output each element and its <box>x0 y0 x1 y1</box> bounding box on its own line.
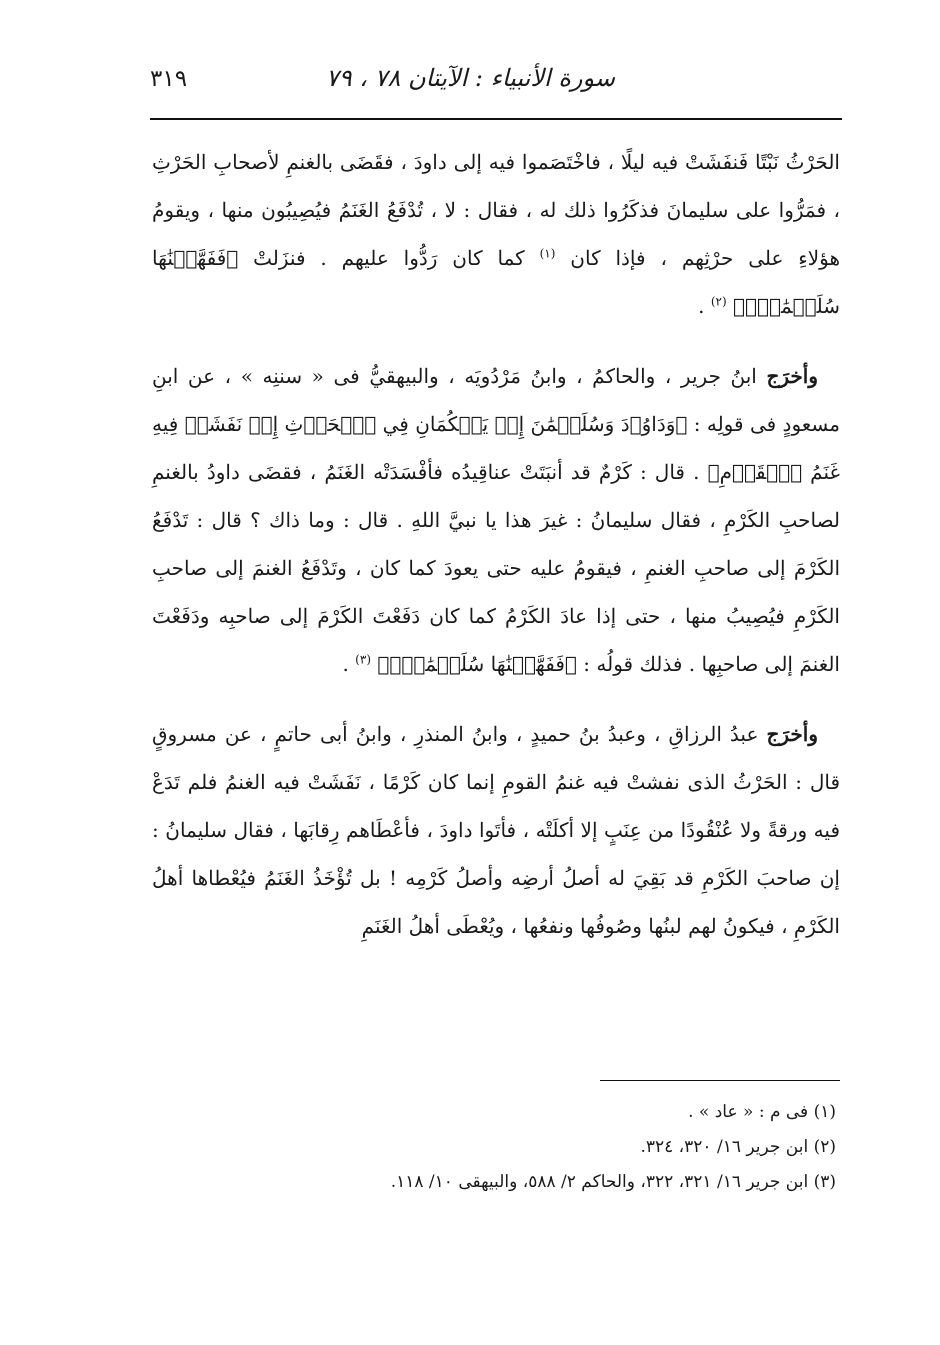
paragraph-text-continued: كما كان رَدُّوا عليهم . فنزَلتْ ﴿فَفَهَّمۡنَٰهَا سُلَيۡمَٰنَۚ﴾ <box>152 246 840 318</box>
paragraph-lead-word: وأخرَج <box>766 364 818 388</box>
paragraph-3 <box>152 710 840 950</box>
page-number: ٣١٩ <box>150 66 188 92</box>
paragraph-text: الحَرْثُ نَبْتًا فَنفَشَتْ فيه ليلًا ، فاخْتَصَموا فيه إلى داودَ ، فقَضَى بالغنمِ لأصحابِ الحَرْثِ ، فمَرُّوا على سليمانَ فذكَرُوا ذلك له ، فقال : لا ، تُدْفَعُ الغَنَمُ فيُصِيبُون منها ، ويقومُ هؤلاءِ على حرْثِهم ، فإذا كان <box>152 150 840 270</box>
paragraph-lead-word: وأخرَج <box>766 722 818 746</box>
footnote-3: (٣) ابن جرير ١٦/ ٣٢١، ٣٢٢، والحاكم ٢/ ٥٨٨، والبيهقى ١٠/ ١١٨. <box>390 1172 836 1192</box>
footnote-marker: (١) <box>539 246 556 261</box>
page-header <box>150 58 840 118</box>
footnote-2: (٢) ابن جرير ١٦/ ٣٢٠، ٣٢٤. <box>640 1137 836 1157</box>
paragraph-tail: . <box>698 294 705 318</box>
paragraph-1 <box>152 138 840 330</box>
main-text <box>152 138 840 972</box>
header-divider <box>150 118 842 120</box>
paragraph-tail: . <box>342 652 349 676</box>
footnote-marker: (٣) <box>355 652 371 667</box>
running-title: سورة الأنبياء : الآيتان ٧٨ ، ٧٩ <box>325 64 615 92</box>
footnotes <box>152 1095 836 1200</box>
footnote-divider <box>600 1080 840 1081</box>
paragraph-text: ابنُ جرير ، والحاكمُ ، وابنُ مَرْدُويَه ، والبيهقيُّ فى « سننِه » ، عن ابنِ مسعودٍ فى قولِه : ﴿وَدَاوُۥدَ وَسُلَيۡمَٰنَ إِذۡ يَحۡكُمَانِ فِي ٱلۡحَرۡثِ إِذۡ نَفَشَتۡ فِيهِ غَنَمُ ٱلۡقَوۡمِ﴾ . قال : كَرْمٌ قد أنبَتَتْ عناقِيدُه فأفْسَدَتْه الغَنَمُ ، فقضَى داودُ بالغنمِ لصاحبِ الكَرْمِ ، فقال سليمانُ : غيرَ هذا يا نبيَّ اللهِ . قال : وما ذاك ؟ قال : تَدْفَعُ الكَرْمَ إلى صاحبِ الغنمِ ، فيقومُ عليه حتى يعودَ كما كان ، وتَدْفَعُ الغنمَ إلى صاحبِ الكَرْمِ فيُصِيبُ منها ، حتى إذا عادَ الكَرْمُ كما كان دَفَعْتَ الكَرْمَ إلى صاحبِه ودَفَعْتَ الغنمَ إلى صاحبِها . فذلك قولُه : ﴿فَفَهَّمۡنَٰهَا سُلَيۡمَٰنَۚ﴾ <box>152 364 840 676</box>
paragraph-text: عبدُ الرزاقِ ، وعبدُ بنُ حميدٍ ، وابنُ المنذرِ ، وابنُ أبى حاتمٍ ، عن مسروقٍ قال : الحَرْثُ الذى نفشتْ فيه غنمُ القومِ إنما كان كَرْمًا ، نَفَشَتْ فيه الغنمُ فلم تَدَعْ فيه ورقةً ولا عُنْقُودًا من عِنَبٍ إلا أكلَتْه ، فأتَوا داودَ ، فأعْطَاهم رِقابَها ، فقال سليمانُ : إن صاحبَ الكَرْمِ قد بَقِيَ له أصلُ أرضِه وأصلُ كَرْمِه ! بل تُؤْخَذُ الغَنَمُ فيُعْطاها أهلُ الكَرْمِ ، فيكونُ لهم لبنُها وصُوفُها ونفعُها ، ويُعْطَى أهلُ الغَنَمِ <box>152 722 840 938</box>
footnote-marker: (٢) <box>710 294 727 309</box>
footnote-1: (١) فى م : « عاد » . <box>688 1102 836 1122</box>
paragraph-2 <box>152 352 840 688</box>
